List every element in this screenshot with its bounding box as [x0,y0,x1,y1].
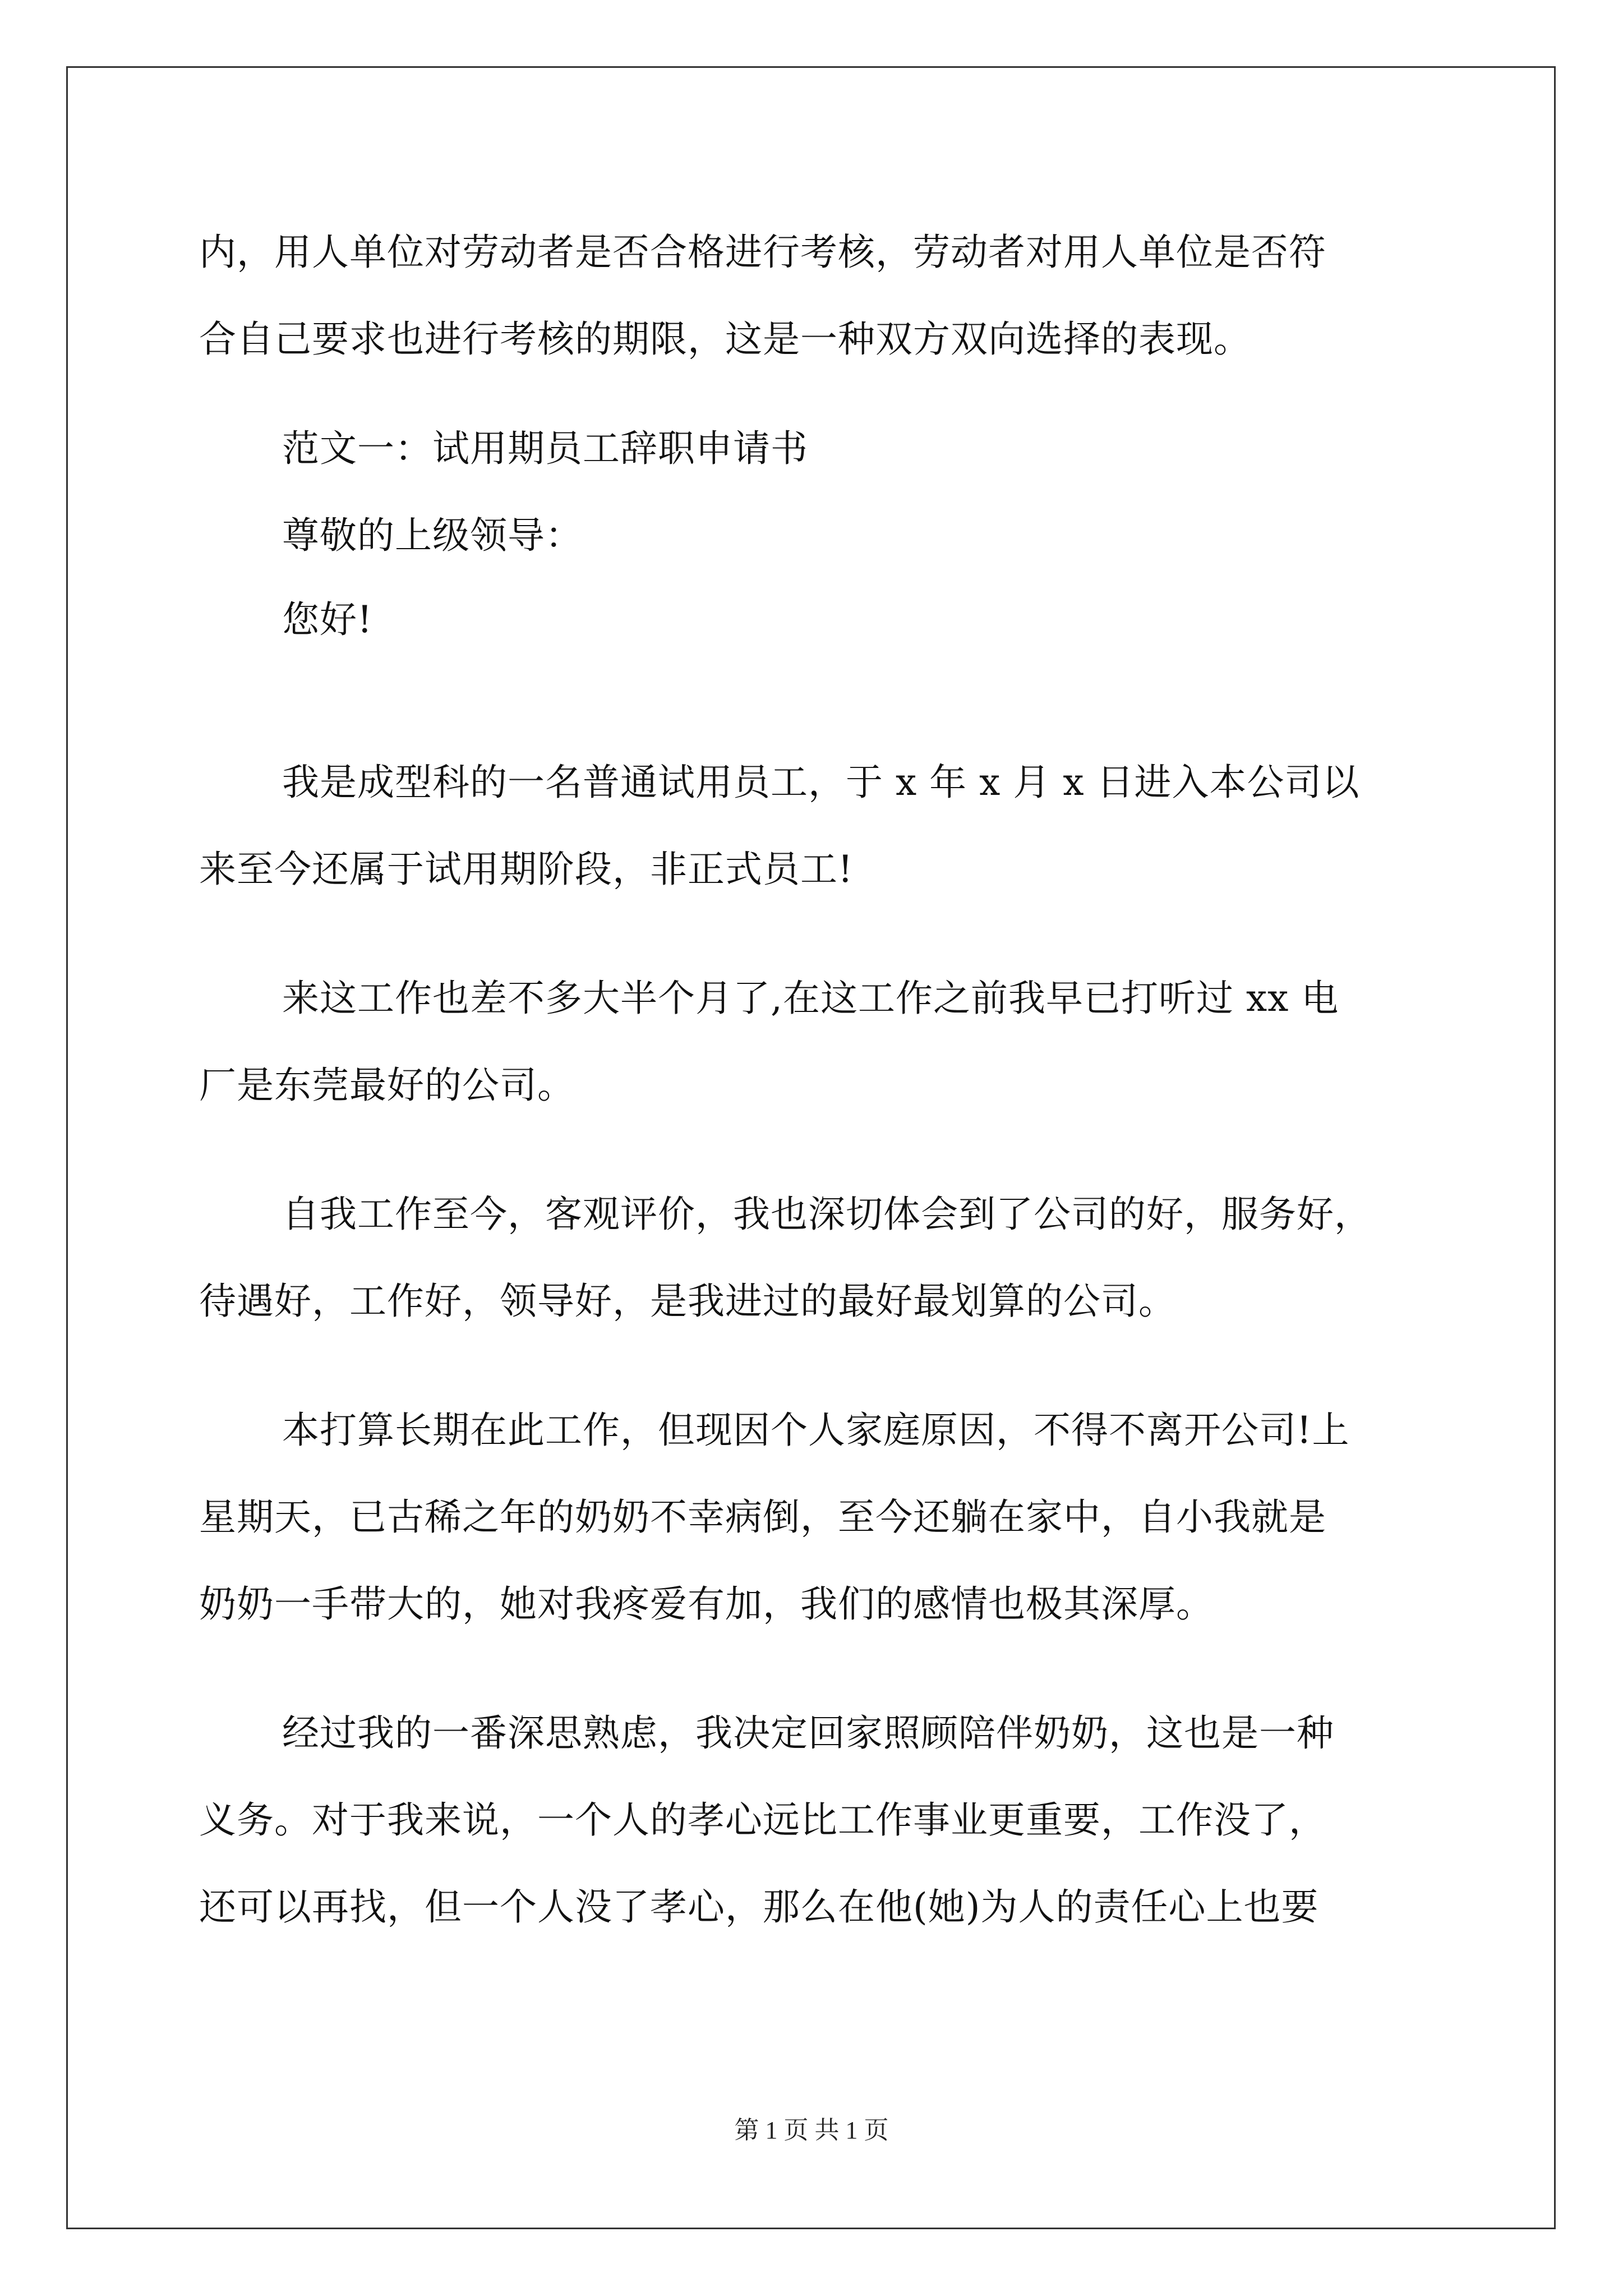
salutation: 尊敬的上级领导： [282,514,583,557]
text-line-2: 合自己要求也进行考核的期限，这是一种双方双向选择的表现。 [199,318,1251,361]
text-line-13: 星期天，已古稀之年的奶奶不幸病倒，至今还躺在家中，自小我就是 [199,1496,1326,1539]
text-line-16: 义务。对于我来说，一个人的孝心远比工作事业更重要，工作没了， [199,1798,1326,1842]
text-line-15: 经过我的一番深思熟虑，我决定回家照顾陪伴奶奶，这也是一种 [282,1711,1334,1755]
text-line-8: 来这工作也差不多大半个月了,在这工作之前我早已打听过 xx 电 [282,977,1339,1020]
text-line-12: 本打算长期在此工作，但现因个人家庭原因，不得不离开公司!上 [282,1409,1350,1452]
text-line-7: 来至今还属于试用期阶段，非正式员工! [199,848,854,891]
text-line-10: 自我工作至今，客观评价，我也深切体会到了公司的好，服务好， [282,1193,1372,1236]
page-footer: 第 1 页 共 1 页 [734,2116,889,2144]
text-line-11: 待遇好，工作好，领导好，是我进过的最好最划算的公司。 [199,1280,1176,1323]
text-line-17: 还可以再找，但一个人没了孝心，那么在他(她)为人的责任心上也要 [199,1885,1319,1929]
text-line-6: 我是成型科的一名普通试用员工，于 x 年 x 月 x 日进入本公司以 [282,761,1360,804]
greeting: 您好! [282,598,373,641]
text-line-1: 内，用人单位对劳动者是否合格进行考核，劳动者对用人单位是否符 [199,231,1326,274]
text-line-14: 奶奶一手带大的，她对我疼爱有加，我们的感情也极其深厚。 [199,1582,1214,1626]
text-line-9: 厂是东莞最好的公司。 [199,1064,575,1107]
section-heading: 范文一：试用期员工辞职申请书 [282,427,808,470]
